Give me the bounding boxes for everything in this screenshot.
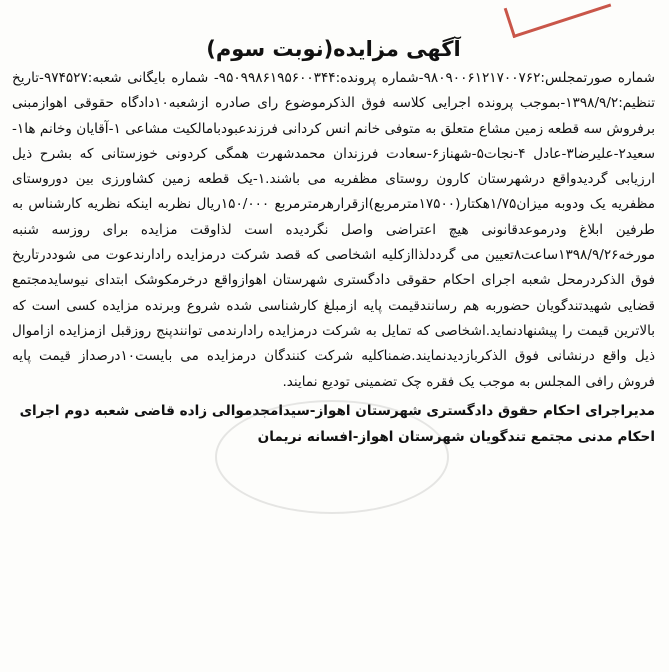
notice-signature: مدیراجرای احکام حقوق دادگستری شهرستان اهواز-سیدامجدموالی زاده قاضی شعبه دوم اجرای احکام مدنی مجتمع تندگویان شهرستان اهواز-افسانه نریمان: [19, 402, 655, 445]
notice-body: شماره صورتمجلس:۹۸۰۹۰۰۶۱۲۱۷۰۰۷۶۲-شماره پرونده:۹۵۰۹۹۸۶۱۹۵۶۰۰۳۴۴- شماره بایگانی شعبه:۹۷۴۵۲۷-تاریخ تنظیم:۱۳۹۸/۹/۲-بموجب پرونده اجرایی کلاسه فوق الذکرموضوع رای صادره ازشعبه۱۰دادگاه حقوقی اهوازمبنی برفروش سه قطعه زمین مشاع متعلق به متوفی خانم انس کردانی فرزندعبودبامالکیت مشاعی ۱-آقایان وخانم ها۱-سعید۲-علیرضا۳-عادل ۴-نجات۵-شهناز۶-سعادت فرزندان محمدشهرت همگی کردونی خوزستانی که بشرح ذیل ارزیابی گردیدواقع درشهرستان کارون روستای مظفریه می باشند.۱-یک قطعه زمین کشاورزی بین دوروستای مظفریه یک ودوبه میزان۱/۷۵هکتار(۱۷۵۰۰مترمربع)ازقرارهرمترمربع ۱۵۰/۰۰۰ریال نظربه اینکه نظریه کارشناس به طرفین ابلاغ ودرموعدقانونی هیچ اعتراضی واصل نگردیده است لذاوقت مزایده برای روزسه شنبه مورخه۱۳۹۸/۹/۲۶ساعت۸تعیین می گرددلذاازکلیه اشخاصی که قصد شرکت درمزایده رادارندعوت می شوددرتاریخ فوق الذکردرمحل شعبه اجرای احکام حقوقی دادگستری شهرستان اهوازواقع درخرمکوشک ابتدای نیوسایدمجتمع قضایی شهیدتندگویان حضوربه هم رسانندقیمت پایه ازمبلغ کارشناسی شده شروع وبرنده مزایده کسی است که بالاترین قیمت را پیشنهادنماید.اشخاصی که تمایل به شرکت درمزایده رادارندمی توانندپنج روزقبل ازمزایده ازاموال ذیل واقع درنشانی فوق الذکربازدیدنمایند.ضمناکلیه شرکت کنندگان درمزایده می بایست۱۰درصداز قیمت پایه فروش رافی المجلس به موجب یک فقره چک تضمینی تودیع نمایند.: [12, 70, 655, 390]
notice-title: آگهی مزایده(نوبت سوم): [206, 37, 461, 61]
red-pen-mark: [504, 0, 612, 38]
